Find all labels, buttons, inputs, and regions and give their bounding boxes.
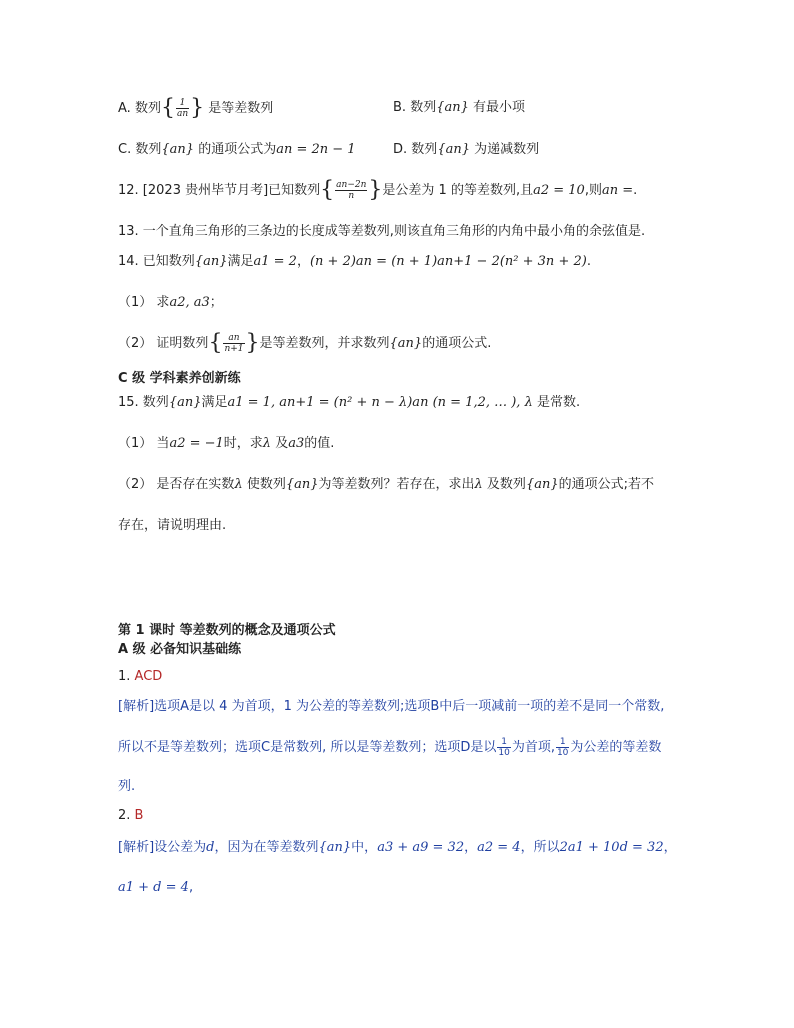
question-14: 14. 已知数列{an}满足a1 = 2，(n + 2)an = (n + 1)an+1 − 2(n² + 3n + 2). — [118, 254, 591, 269]
question-14-part-1: （1） 求a2, a3； — [118, 295, 223, 310]
question-15-part-2-continued: 存在，请说明理由. — [118, 518, 227, 533]
question-12: 12. [2023 贵州毕节月考]已知数列{ $\frac{an-2n}{n}$ }是公差为 1 的等差数列,且a2 = 10,则an =. — [118, 177, 638, 203]
answer-1-explanation-line-1: [解析]选项A是以 4 为首项，1 为公差的等差数列;选项B中后一项减前一项的差不是同一个常数, — [118, 699, 665, 714]
option-b: B. 数列{an} 有最小项 — [393, 100, 526, 115]
question-15: 15. 数列{an}满足a1 = 1, an+1 = (n² + n − λ)an (n = 1,2, … ), λ 是常数. — [118, 395, 581, 410]
option-c: C. 数列{an} 的通项公式为an = 2n − 1 — [118, 142, 356, 157]
question-15-part-1: （1） 当a2 = −1时，求λ 及a3的值. — [118, 436, 335, 451]
answer-1-explanation-line-3: 列. — [118, 779, 136, 794]
answer-2-explanation-line-2: a1 + d = 4, — [118, 880, 194, 895]
level-a-heading: A 级 必备知识基础练 — [118, 642, 242, 657]
answer-2-explanation-line-1: [解析]设公差为d，因为在等差数列{an}中，a3 + a9 = 32，a2 = 4，所以2a1 + 10d = 32， — [118, 840, 677, 855]
lesson-title: 第 1 课时 等差数列的概念及通项公式 — [118, 623, 336, 638]
question-13: 13. 一个直角三角形的三条边的长度成等差数列,则该直角三角形的内角中最小角的余弦值是. — [118, 224, 646, 239]
answer-1: 1. ACD — [118, 669, 163, 684]
level-c-heading: C 级 学科素养创新练 — [118, 371, 241, 386]
question-14-part-2: （2） 证明数列{ $\frac{an}{n+1}$ }是等差数列，并求数列{an}的通项公式. — [118, 330, 492, 356]
option-a: A. 数列{ $\frac{1}{an}$ } 是等差数列 — [118, 95, 274, 121]
question-15-part-2: （2） 是否存在实数λ 使数列{an}为等差数列？若存在，求出λ 及数列{an}的通项公式;若不 — [118, 477, 654, 492]
answer-2: 2. B — [118, 808, 144, 823]
answer-1-explanation-line-2: 所以不是等差数列；选项C是常数列, 所以是等差数列；选项D是以 $\frac{1}{10}$ 为首项, $\frac{1}{10}$ 为公差的等差数 — [118, 737, 662, 758]
option-d: D. 数列{an} 为递减数列 — [393, 142, 540, 157]
